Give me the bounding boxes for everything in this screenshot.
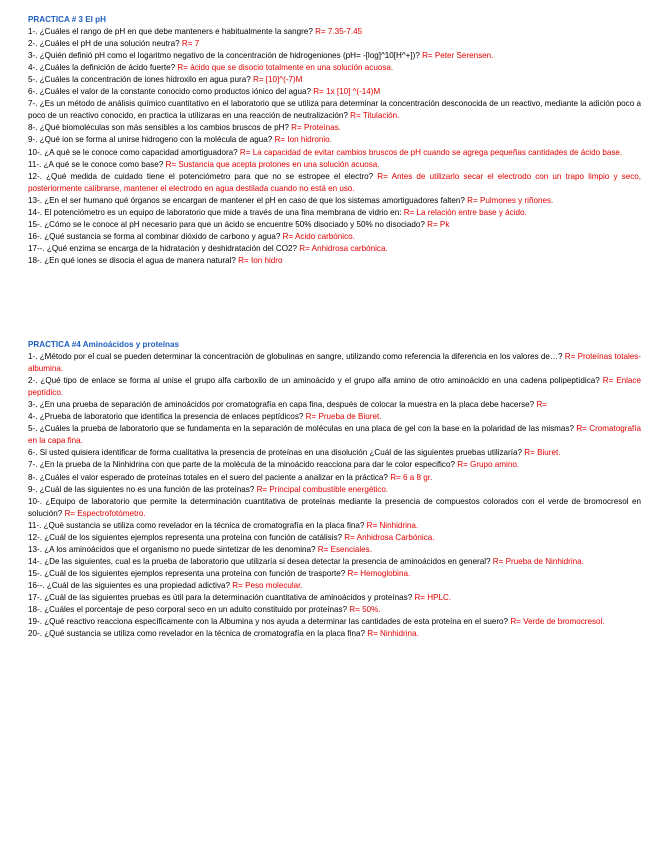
question-text: 13-. ¿A los aminoácidos que el organismo no puede sintetizar de les denomina? <box>28 544 318 554</box>
question-text: 2-. ¿Qué tipo de enlace se forma al unise el grupo alfa carboxilo de un aminoácido y el grupo alfa amino de otro aminoácido en una cadena polipeptídica? <box>28 376 603 386</box>
question-text: 16-. ¿Qué sustancia se forma al combinar dióxido de carbono y agua? <box>28 231 283 241</box>
section-practica-3 <box>28 14 641 267</box>
answer-text: R= Biuret. <box>524 448 561 458</box>
answer-text: R= Peter Serensen. <box>422 51 494 61</box>
question-text: 5-. ¿Cuáles la concentración de iones hidroxilo en agua pura? <box>28 75 253 85</box>
question-text: 4-. ¿Cuáles la definición de ácido fuerte? <box>28 63 178 73</box>
question-text: 2-. ¿Cuáles el pH de una solución neutra? <box>28 39 182 49</box>
answer-text: R= Enlace peptídico. <box>28 376 641 398</box>
answer-text: R= Grupo amino. <box>457 460 520 470</box>
answer-text: R= Peso molecular. <box>232 580 303 590</box>
qa-item <box>28 351 641 375</box>
question-text: 1-. ¿Cuáles el rango de pH en que debe manteners e habitualmente la sangre? <box>28 27 316 37</box>
answer-text: R= Sustancia que acepta protones en una solución acuosa. <box>165 159 380 169</box>
question-text: 14-. ¿De las siguientes, cual es la prueba de laboratorio que utilizaría si desea detectar la presencia de aminoácidos en general? <box>28 556 493 566</box>
question-text: 8-. ¿Cuáles el valor esperado de proteínas totales en el suero del paciente a analizar en la práctica? <box>28 472 391 482</box>
qa-item <box>28 98 641 122</box>
qa-item <box>28 122 641 134</box>
answer-text: R= Anhidrosa carbónica. <box>299 243 388 253</box>
question-text: 9-. ¿Qué ion se forma al unirse hidrogeno con la molécula de agua? <box>28 135 275 145</box>
answer-text: R= Antes de utilizarlo secar el electrodo con un trapo limpio y seco, posteriormente calibrarse, mantener el electrodo en agua destilada cuando no está en uso. <box>28 171 641 193</box>
question-text: 6-. Si usted quisiera identificar de forma cualitativa la presencia de proteínas en una disolución ¿Cuál de las siguientes pruebas utilizaría? <box>28 448 525 458</box>
answer-text: R= Verde de bromocresol. <box>510 617 605 627</box>
qa-item <box>28 592 641 604</box>
qa-item <box>28 496 641 520</box>
answer-text: R= 50%. <box>349 605 381 615</box>
question-text: 7-. ¿Es un método de análisis químico cuantitativo en el laboratorio que se utiliza para determinar la concentración desconocida de un reactivo, mediante la adición poco a poco de un reactivo conocido, en practica la utilizaras en una reacción de neutralización? <box>28 99 641 121</box>
answer-text: R= Anhidrosa Carbónica. <box>344 532 435 542</box>
qa-item <box>28 459 641 471</box>
qa-item <box>28 207 641 219</box>
qa-item <box>28 134 641 146</box>
answer-text: R= Pulmones y riñones. <box>467 195 554 205</box>
answer-text: R= HPLC. <box>414 592 452 602</box>
qa-item <box>28 219 641 231</box>
answer-text: R= Titulación. <box>350 111 400 121</box>
question-text: 3-. ¿En una prueba de separación de aminoácidos por cromatografía en capa fina, después de colocar la muestra en la placa debe hacerse? <box>28 400 537 410</box>
answer-text: R= Principal combustible energético. <box>256 484 389 494</box>
question-text: 18-. ¿En qué iones se disocia el agua de manera natural? <box>28 255 239 265</box>
answer-text: R= Espectrofotómetro. <box>64 508 146 518</box>
answer-text: R= Pk <box>427 219 450 229</box>
section-heading: PRACTICA # 3 El pH <box>28 15 106 24</box>
question-text: 5-. ¿Cuáles la prueba de laboratorio que se fundamenta en la separación de moléculas en una placa de gel con la base en la polaridad de las mismas? <box>28 424 577 434</box>
question-text: 14-. El potenciómetro es un equipo de laboratorio que mide a través de una fina membrana de vidrio en: <box>28 207 404 217</box>
question-text: 9-. ¿Cuál de las siguientes no es una función de las proteínas? <box>28 484 257 494</box>
qa-item <box>28 375 641 399</box>
qa-item <box>28 628 641 640</box>
qa-item <box>28 399 641 411</box>
question-text: 1-. ¿Método por el cual se pueden determinar la concentración de globulinas en sangre, utilizando como referencia la diferencia en los valores de…? <box>28 352 565 362</box>
answer-text: R= <box>536 400 548 410</box>
answer-text: R= 7.35-7.45 <box>315 27 363 37</box>
answer-text: R= Cromatografía en la capa fina. <box>28 424 641 446</box>
answer-text: R= Ninhidrina. <box>366 520 419 530</box>
question-text: 8-. ¿Qué biomoléculas son más sensibles a los cambios bruscos de pH? <box>28 123 292 133</box>
answer-text: R= Proteínas. <box>291 123 341 133</box>
question-text: 3-. ¿Quién definió pH como el logaritmo negativo de la concentración de hidrogeniones (pH= -[log]^10[H^+])? <box>28 51 423 61</box>
qa-item <box>28 86 641 98</box>
answer-text: R= Acido carbónico. <box>282 231 355 241</box>
question-text: 17-. ¿Cuál de las siguientes pruebas es útil para la determinación cuantitativa de aminoácidos y proteínas? <box>28 592 415 602</box>
question-text: 13-. ¿En el ser humano qué órganos se encargan de mantener el pH en caso de que los sistemas amortiguadores falten? <box>28 195 468 205</box>
qa-item <box>28 255 641 267</box>
answer-text: R= Ion hidro <box>238 255 283 265</box>
answer-text: R= 1x [10] ^(-14)M <box>313 87 381 97</box>
qa-item <box>28 195 641 207</box>
qa-item <box>28 243 641 255</box>
answer-text: R= [10]^(-7)M <box>252 75 303 85</box>
section-heading: PRACTICA #4 Aminoácidos y proteínas <box>28 340 179 349</box>
qa-item <box>28 74 641 86</box>
question-text: 20-. ¿Qué sustancia se utiliza como revelador en la técnica de cromatografía en la placa fina? <box>28 629 368 639</box>
qa-item <box>28 568 641 580</box>
qa-item <box>28 580 641 592</box>
answer-text: R= La capacidad de evitar cambios bruscos de pH cuando se agrega pequeñas cantidades de ácido base. <box>239 147 623 157</box>
question-text: 11-. ¿A qué se le conoce como base? <box>28 159 166 169</box>
question-text: 15-. ¿Cómo se le conoce al pH necesario para que un ácido se encuentre 50% disociado y 50% no disociado? <box>28 219 428 229</box>
question-text: 19-. ¿Qué reactivo reacciona específicamente con la Albumina y nos ayuda a determinar las cantidades de esta proteína en el suero? <box>28 617 511 627</box>
answer-text: R= Hemoglobina. <box>347 568 411 578</box>
question-text: 7-. ¿En la prueba de la Ninhidrina con que parte de la molécula de la minoácido reacciona para dar le color especifico? <box>28 460 458 470</box>
qa-item <box>28 38 641 50</box>
answer-text: R= Ninhidrina. <box>367 629 419 639</box>
answer-text: R= 6 a 8 gr. <box>390 472 433 482</box>
question-text: 17--. ¿Qué enzima se encarga de la hidratación y deshidratación del CO2? <box>28 243 300 253</box>
qa-item <box>28 231 641 243</box>
qa-item <box>28 411 641 423</box>
qa-item <box>28 604 641 616</box>
answer-text: R= Esenciales. <box>317 544 372 554</box>
section-practica-4 <box>28 339 641 640</box>
question-text: 6-. ¿Cuáles el valor de la constante conocido como productos iónico del agua? <box>28 87 314 97</box>
qa-item <box>28 616 641 628</box>
qa-item <box>28 472 641 484</box>
qa-item <box>28 544 641 556</box>
qa-item <box>28 556 641 568</box>
answer-text: R= Prueba de Biuret. <box>305 412 382 422</box>
qa-item <box>28 26 641 38</box>
qa-item <box>28 447 641 459</box>
qa-item <box>28 532 641 544</box>
question-list <box>28 26 641 267</box>
qa-item <box>28 62 641 74</box>
answer-text: R= Prueba de Ninhidrina. <box>492 556 584 566</box>
qa-item <box>28 520 641 532</box>
qa-item <box>28 147 641 159</box>
question-text: 12-. ¿Qué medida de cuidado tiene el potenciómetro para que no se estropee el electro? <box>28 171 378 181</box>
answer-text: R= La relación entre base y ácido. <box>403 207 527 217</box>
question-list <box>28 351 641 640</box>
question-text: 12-. ¿Cuál de los siguientes ejemplos representa una proteína con función de catálisis? <box>28 532 345 542</box>
answer-text: R= 7 <box>181 39 200 49</box>
answer-text: R= ácido que se disocio totalmente en una solución acuosa. <box>177 63 394 73</box>
answer-text: R= Ion hidronio. <box>274 135 332 145</box>
question-text: 4-. ¿Prueba de laboratorio que identifica la presencia de enlaces peptídicos? <box>28 412 306 422</box>
question-text: 18-. ¿Cuáles el porcentaje de peso corporal seco en un adulto constituido por proteínas? <box>28 605 350 615</box>
qa-item <box>28 50 641 62</box>
answer-text: R= Proteínas totales- albumina. <box>28 352 642 374</box>
qa-item <box>28 171 641 195</box>
question-text: 11-. ¿Qué sustancia se utiliza como revelador en la técnica de cromatografía en la placa fina? <box>28 520 367 530</box>
question-text: 16--. ¿Cuál de las siguientes es una propiedad adictiva? <box>28 580 233 590</box>
qa-item <box>28 159 641 171</box>
qa-item <box>28 423 641 447</box>
qa-item <box>28 484 641 496</box>
question-text: 10-. ¿Equipo de laboratorio que permite la determinación cuantitativa de proteínas mediante la presencia de compuestos colorados con el verde de bromocresol en solución? <box>28 496 641 518</box>
question-text: 10-. ¿A qué se le conoce como capacidad amortiguadora? <box>28 147 240 157</box>
question-text: 15-. ¿Cuál de los siguientes ejemplos representa una proteína con función de trasporte? <box>28 568 348 578</box>
